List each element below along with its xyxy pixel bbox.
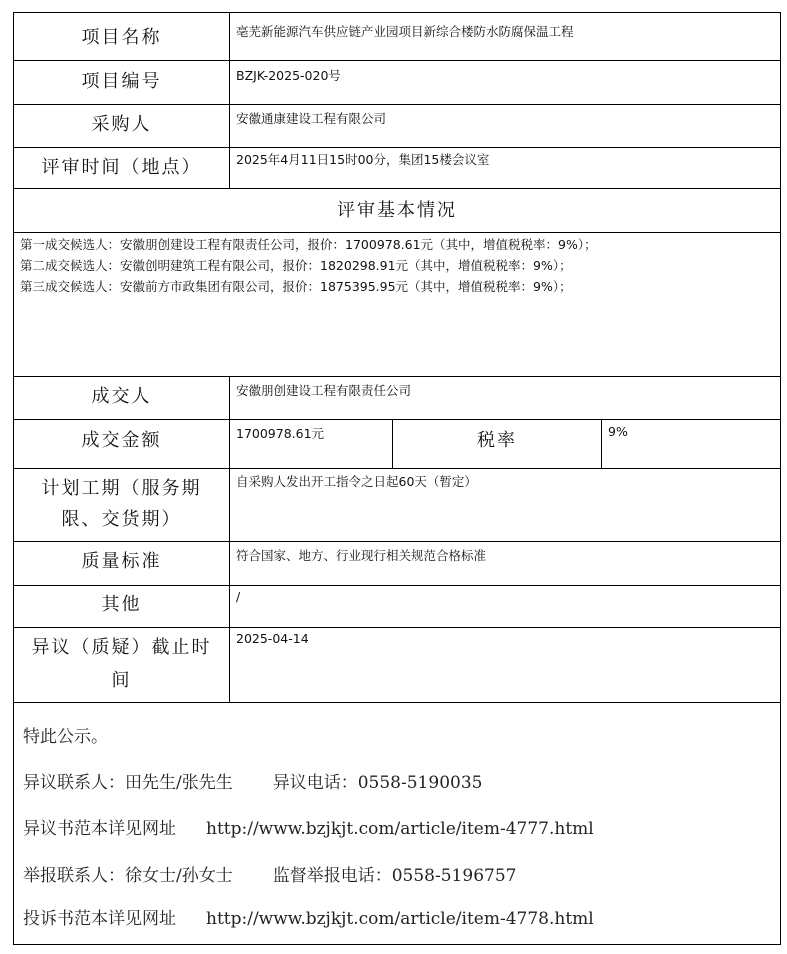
row-divider bbox=[14, 468, 780, 469]
amount-value: 1700978.61元 bbox=[236, 426, 325, 441]
project-number-value: BZJK-2025-020号 bbox=[236, 68, 341, 83]
candidate-3: 第三成交候选人：安徽前方市政集团有限公司，报价：1875395.95元（其中，增值税税率：9%）； bbox=[20, 279, 572, 294]
row-divider bbox=[14, 585, 780, 586]
column-divider bbox=[601, 419, 602, 469]
quality-value: 符合国家、地方、行业现行相关规范合格标准 bbox=[236, 548, 487, 563]
schedule-value: 自采购人发出开工指令之日起60天（暂定） bbox=[236, 474, 477, 489]
project-name-value: 亳芜新能源汽车供应链产业园项目新综合楼防水防腐保温工程 bbox=[236, 24, 574, 39]
schedule-label-line1: 计划工期（服务期 bbox=[41, 478, 202, 499]
review-time-label: 评审时间（地点） bbox=[41, 157, 202, 178]
tax-rate-label: 税率 bbox=[477, 430, 517, 451]
candidate-1: 第一成交候选人：安徽朋创建设工程有限责任公司，报价：1700978.61元（其中，增值税税率：9%）； bbox=[20, 237, 597, 252]
row-divider bbox=[14, 232, 780, 233]
objection-template-line bbox=[23, 814, 594, 839]
objection-template-label: 异议书范本详见网址 bbox=[23, 819, 176, 839]
row-divider bbox=[14, 104, 780, 105]
objection-deadline-value: 2025-04-14 bbox=[236, 631, 309, 646]
objection-phone: 异议电话：0558-5190035 bbox=[272, 773, 483, 793]
other-value: / bbox=[236, 589, 241, 604]
row-divider bbox=[14, 541, 780, 542]
complaint-template-link[interactable]: http://www.bzjkjt.com/article/item-4778.html bbox=[206, 909, 594, 929]
objection-deadline-label bbox=[14, 631, 229, 697]
project-name-label: 项目名称 bbox=[81, 27, 162, 48]
review-time-value: 2025年4月11日15时00分，集团15楼会议室 bbox=[236, 152, 490, 167]
schedule-label bbox=[14, 473, 229, 535]
winner-label: 成交人 bbox=[91, 386, 152, 407]
column-divider bbox=[229, 376, 230, 703]
objection-deadline-label-line1: 异议（质疑）截止时 bbox=[31, 637, 212, 658]
schedule-label-line2: 限、交货期） bbox=[61, 509, 182, 530]
report-contact-line bbox=[23, 861, 516, 886]
row-divider bbox=[14, 627, 780, 628]
notice-text: 特此公示。 bbox=[23, 727, 108, 747]
row-divider bbox=[14, 419, 780, 420]
objection-deadline-label-line2: 间 bbox=[111, 670, 132, 691]
candidate-list bbox=[20, 234, 597, 297]
row-divider bbox=[14, 702, 780, 703]
review-section-title: 评审基本情况 bbox=[337, 200, 457, 221]
other-label: 其他 bbox=[101, 594, 142, 615]
row-divider bbox=[14, 60, 780, 61]
project-number-label: 项目编号 bbox=[81, 71, 162, 92]
quality-label: 质量标准 bbox=[81, 551, 162, 572]
column-divider bbox=[229, 13, 230, 189]
candidate-2: 第二成交候选人：安徽创明建筑工程有限公司，报价：1820298.91元（其中，增值税税率：9%）； bbox=[20, 258, 572, 273]
purchaser-label: 采购人 bbox=[91, 114, 152, 135]
report-contact: 举报联系人：徐女士/孙女士 bbox=[23, 866, 233, 886]
purchaser-value: 安徽通康建设工程有限公司 bbox=[236, 111, 387, 126]
objection-template-link[interactable]: http://www.bzjkjt.com/article/item-4777.html bbox=[206, 819, 594, 839]
tax-rate-value: 9% bbox=[608, 424, 628, 439]
complaint-template-line bbox=[23, 904, 594, 929]
row-divider bbox=[14, 147, 780, 148]
complaint-template-label: 投诉书范本详见网址 bbox=[23, 909, 176, 929]
announcement-table bbox=[13, 12, 781, 945]
objection-contact: 异议联系人：田先生/张先生 bbox=[23, 773, 233, 793]
row-divider bbox=[14, 188, 780, 189]
row-divider bbox=[14, 376, 780, 377]
amount-label: 成交金额 bbox=[81, 430, 162, 451]
objection-contact-line bbox=[23, 768, 482, 793]
report-phone: 监督举报电话：0558-5196757 bbox=[272, 866, 517, 886]
winner-value: 安徽朋创建设工程有限责任公司 bbox=[236, 383, 412, 398]
